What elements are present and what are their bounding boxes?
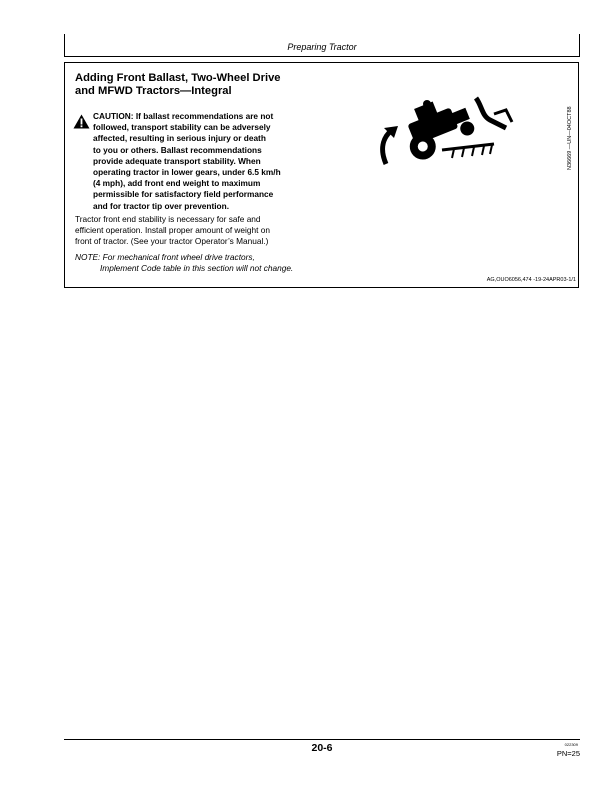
heading-line: and MFWD Tractors—Integral <box>75 85 232 97</box>
body-line: Tractor front end stability is necessary for safe and <box>75 214 261 224</box>
footer-rule <box>64 739 580 740</box>
document-code: AG,OUO6056,474 -19-24APR03-1/1 <box>486 277 576 283</box>
caution-line: followed, transport stability can be adversely <box>93 122 271 133</box>
body-line: front of tractor. (See your tractor Operator’s Manual.) <box>75 236 269 247</box>
caution-line: (4 mph), add front end weight to maximum <box>93 178 261 189</box>
section-heading <box>75 72 335 98</box>
caution-line: permissible for satisfactory field performance <box>93 189 274 200</box>
caution-line: to you or others. Ballast recommendations <box>93 144 262 155</box>
footer-small-code: 022309 <box>564 742 578 747</box>
caution-line: operating tractor in lower gears, under 6.5 km/h <box>93 167 281 178</box>
header-rule <box>64 56 580 57</box>
tractor-tip-over-illustration <box>372 92 522 172</box>
section-header-title: Preparing Tractor <box>287 42 357 52</box>
image-reference-code: N36669 —UN—04OCT88 <box>567 106 573 170</box>
body-paragraph <box>75 214 315 248</box>
body-line: efficient operation. Install proper amount of weight on <box>75 225 270 236</box>
caution-line: affected, resulting in serious injury or death <box>93 133 266 144</box>
warning-triangle-icon <box>73 114 90 129</box>
caution-line: and for tractor tip over prevention. <box>93 200 229 211</box>
page-number: 20-6 <box>311 742 333 754</box>
note-line-indented: Implement Code table in this section will not change. <box>100 263 294 274</box>
heading-line: Adding Front Ballast, Two-Wheel Drive <box>75 72 281 84</box>
caution-line: CAUTION: If ballast recommendations are not <box>93 111 274 121</box>
note-line: NOTE: For mechanical front wheel drive tractors, <box>75 252 255 262</box>
note-paragraph <box>75 252 335 274</box>
footer-pn: PN=25 <box>556 749 580 758</box>
caution-text <box>93 111 313 212</box>
caution-line: provide adequate transport stability. When <box>93 155 261 166</box>
